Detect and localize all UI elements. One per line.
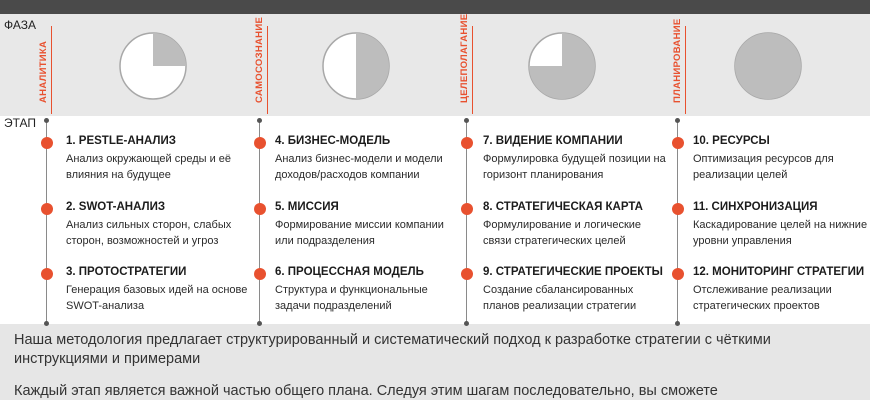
pie-filled-slice [735, 33, 801, 99]
step-title: 9. СТРАТЕГИЧЕСКИЕ ПРОЕКТЫ [483, 266, 663, 278]
phase-title-analytics: АНАЛИТИКА [38, 26, 50, 114]
step-title: 6. ПРОЦЕССНАЯ МОДЕЛЬ [275, 266, 424, 278]
step-description: Анализ бизнес-модели и модели доходов/расходов компании [275, 153, 443, 181]
step-marker [254, 203, 266, 215]
step-marker [41, 137, 53, 149]
phase-progress-pie [118, 31, 188, 101]
methodology-paragraph: Наша методология предлагает структурированный и систематический подход к разработке стратегии с чёткими инструкциями и примерами [14, 332, 771, 367]
step-description: Формирование миссии компании или подразделения [275, 219, 444, 247]
step-marker [461, 203, 473, 215]
timeline-line [46, 120, 47, 324]
step-marker [461, 137, 473, 149]
step-description: Анализ сильных сторон, слабых сторон, возможностей и угроз [66, 219, 232, 247]
step-description: Каскадирование целей на нижние уровни управления [693, 219, 868, 247]
step-title: 11. СИНХРОНИЗАЦИЯ [693, 201, 818, 213]
step-title: 10. РЕСУРСЫ [693, 135, 770, 147]
step-description: Создание сбалансированных планов реализации стратегии [483, 284, 637, 312]
step-description: Формулировка будущей позиции на горизонт планирования [483, 153, 666, 181]
steps-paragraph: Каждый этап является важной частью общего плана. Следуя этим шагам последовательно, вы сможете [14, 383, 718, 399]
phase-row-label: ФАЗА [4, 18, 36, 32]
step-description: Анализ окружающей среды и её влияния на будущее [66, 153, 232, 181]
step-title: 1. PESTLE-АНАЛИЗ [66, 135, 176, 147]
top-bar [0, 0, 870, 14]
step-title: 12. МОНИТОРИНГ СТРАТЕГИИ [693, 266, 865, 278]
step-title: 2. SWOT-АНАЛИЗ [66, 201, 166, 213]
step-marker [461, 268, 473, 280]
step-marker [254, 268, 266, 280]
pie-filled-slice [153, 33, 186, 66]
step-description: Генерация базовых идей на основе SWOT-анализа [66, 284, 248, 312]
step-description: Формулирование и логические связи стратегических целей [483, 219, 642, 247]
step-marker [672, 137, 684, 149]
phase-progress-pie [527, 31, 597, 101]
stage-row-label: ЭТАП [4, 116, 37, 130]
phase-title-goal-setting: ЦЕЛЕПОЛАГАНИЕ [459, 26, 471, 114]
step-marker [672, 268, 684, 280]
step-title: 5. МИССИЯ [275, 201, 339, 213]
timeline-line [466, 120, 467, 324]
timeline-line [259, 120, 260, 324]
phase-progress-pie [321, 31, 391, 101]
step-marker [254, 137, 266, 149]
step-title: 4. БИЗНЕС-МОДЕЛЬ [275, 135, 391, 147]
pie-filled-slice [356, 33, 389, 99]
step-title: 3. ПРОТОСТРАТЕГИИ [66, 266, 187, 278]
step-marker [672, 203, 684, 215]
step-description: Структура и функциональные задачи подразделений [275, 284, 428, 312]
step-title: 7. ВИДЕНИЕ КОМПАНИИ [483, 135, 623, 147]
phase-title-planning: ПЛАНИРОВАНИЕ [672, 26, 684, 114]
timeline-line [677, 120, 678, 324]
step-marker [41, 203, 53, 215]
phase-title-self-awareness: САМОСОЗНАНИЕ [254, 26, 266, 114]
step-marker [41, 268, 53, 280]
step-description: Оптимизация ресурсов для реализации целей [693, 153, 834, 181]
phase-progress-pie [733, 31, 803, 101]
step-title: 8. СТРАТЕГИЧЕСКАЯ КАРТА [483, 201, 643, 213]
step-description: Отслеживание реализации стратегических проектов [693, 284, 832, 312]
